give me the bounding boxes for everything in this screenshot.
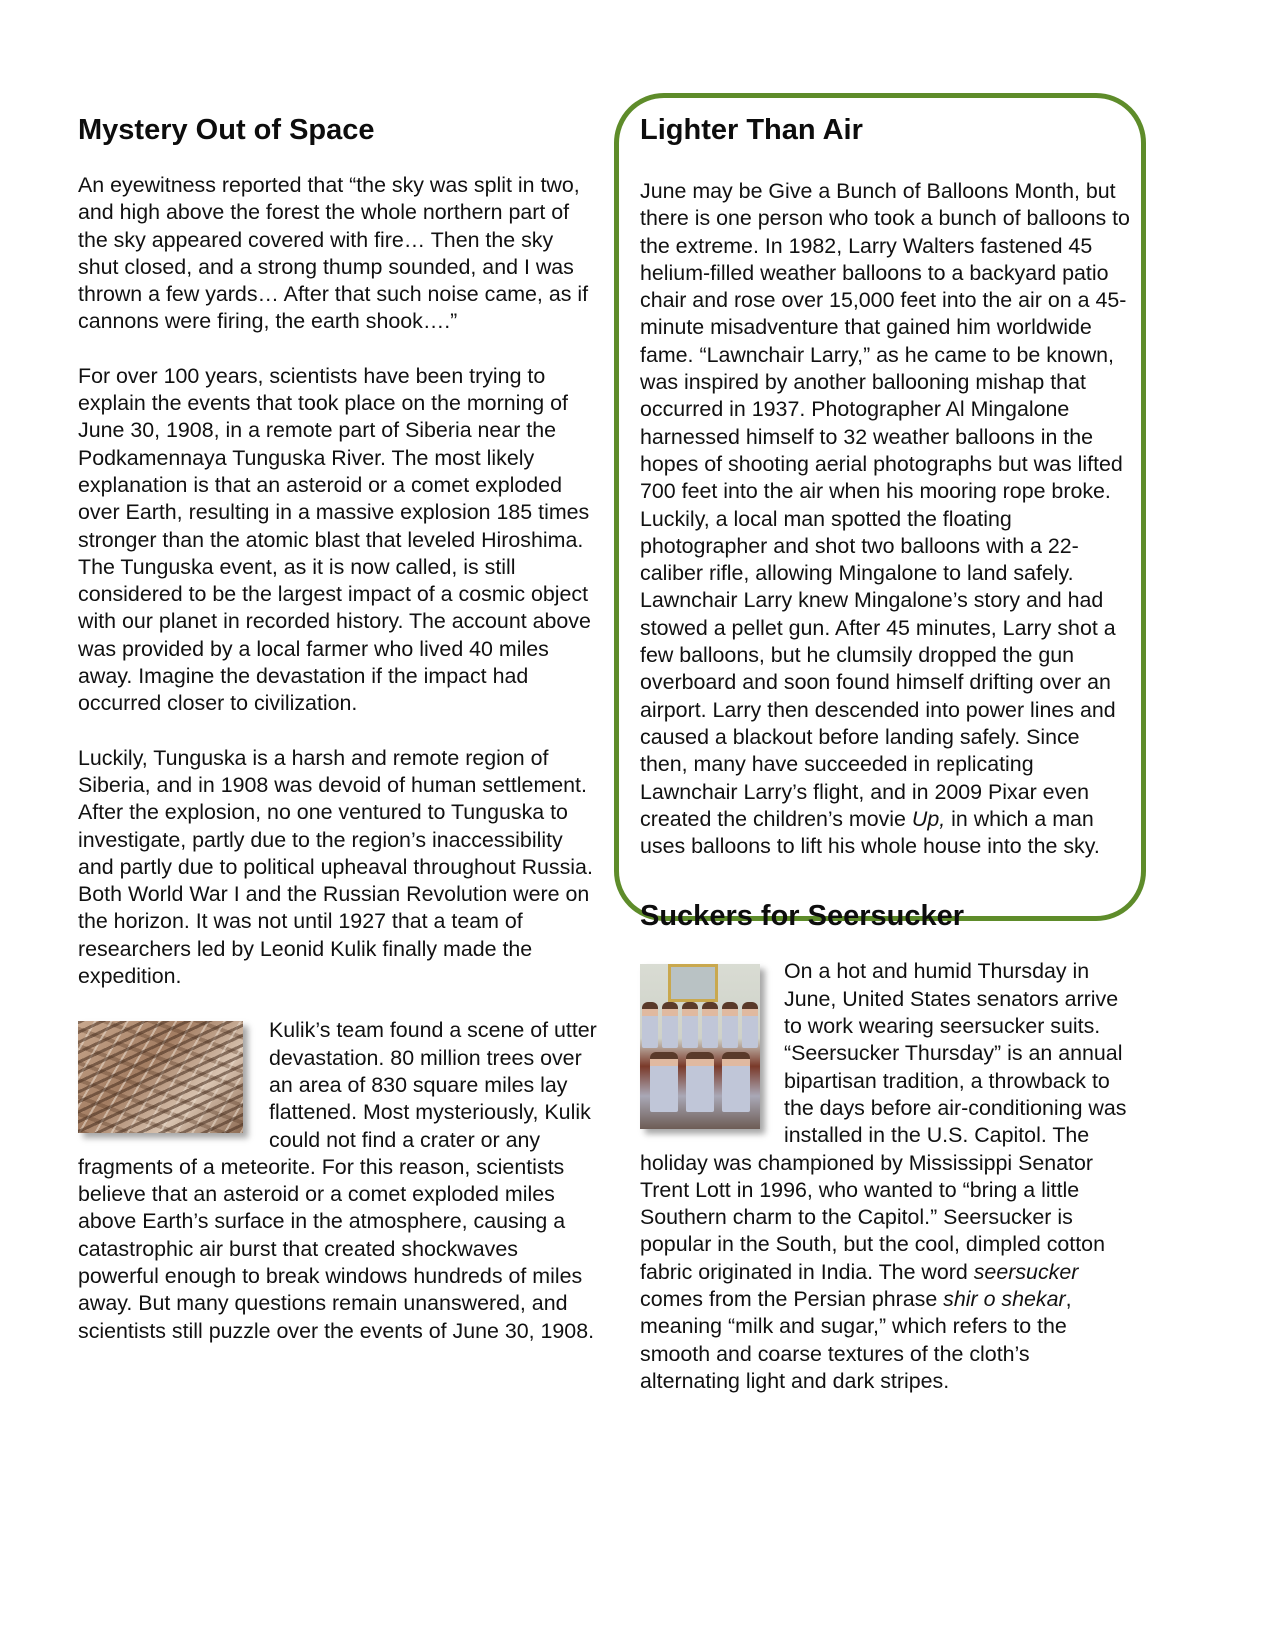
mystery-paragraph-3: Luckily, Tunguska is a harsh and remote region of Siberia, and in 1908 was devoid of human settlement. After the explosion, no one ventured to Tunguska to investigate, partly due to the region’s inaccessibility and partly due to political upheaval throughout Russia. Both World War I and the Russian Revolution were on the horizon. It was not until 1927 that a team of researchers led by Leonid Kulik finally made the expedition. (78, 745, 593, 989)
mystery-paragraph-4: Kulik’s team found a scene of utter devastation. 80 million trees over an area of 830 square miles lay flattened. Most mysteriously, Kulik could not find a crater or any fragments of a meteorite. For this reason, scientists believe that an asteroid or a comet exploded miles above Earth’s surface in the atmosphere, causing a catastrophic air burst that created shockwaves powerful enough to break windows hundreds of miles away. But many questions remain unanswered, and scientists still puzzle over the events of June 30, 1908. (78, 1018, 597, 1343)
right-column (640, 110, 1130, 1395)
mystery-paragraph-1: An eyewitness reported that “the sky was split in two, and high above the forest the whole northern part of the sky appeared covered with fire… Then the sky shut closed, and a strong thump sounded, and I was thrown a few yards… After that such noise came, as if cannons were firing, the earth shook….” (78, 173, 589, 334)
painting-frame (668, 964, 718, 1002)
seersucker-body: On a hot and humid Thursday in June, United States senators arrive to work wearing seersucker suits. “Seersucker Thursday” is an annual bipartisan tradition, a throwback to the days before air-conditioning was installed in the U.S. Capitol. The holiday was championed by Mississippi Senator Trent Lott in 1996, who wanted to “bring a little Southern charm to the Capitol.” Seersucker is popular in the South, but the cool, dimpled cotton fabric originated in India. The word seersucker comes from the Persian phrase shir o shekar, meaning “milk and sugar,” which refers to the smooth and coarse textures of the cloth’s alternating light and dark stripes. (640, 959, 1127, 1393)
left-column (78, 110, 598, 1345)
seersucker-section (640, 958, 1130, 1395)
lighter-than-air-body: June may be Give a Bunch of Balloons Month, but there is one person who took a bunch of balloons to the extreme. In 1982, Larry Walters fastened 45 helium-filled weather balloons to a backyard patio chair and rose over 15,000 feet into the air on a 45-minute misadventure that gained him worldwide fame. “Lawnchair Larry,” as he came to be known, was inspired by another ballooning mishap that occurred in 1937. Photographer Al Mingalone harnessed himself to 32 weather balloons in the hopes of shooting aerial photographs but was lifted 700 feet into the air when his mooring rope broke. Luckily, a local man spotted the floating photographer and shot two balloons with a 22-caliber rifle, allowing Mingalone to land safely. Lawnchair Larry knew Mingalone’s story and had stowed a pellet gun. After 45 minutes, Larry shot a few balloons, but he clumsily dropped the gun overboard and soon found himself drifting over an airport. Larry then descended into power lines and caused a blackout before landing safely. Since then, many have succeeded in replicating Lawnchair Larry’s flight, and in 2009 Pixar even created the children’s movie Up, in which a man uses balloons to lift his whole house into the sky. (640, 179, 1130, 859)
seersucker-title: Suckers for Seersucker (640, 900, 965, 933)
mystery-paragraph-2: For over 100 years, scientists have been trying to explain the events that took place on the morning of June 30, 1908, in a remote part of Siberia near the Podkamennaya Tunguska River. The most likely explanation is that an asteroid or a comet exploded over Earth, resulting in a massive explosion 185 times stronger than the atomic blast that leveled Hiroshima. The Tunguska event, as it is now called, is still considered to be the largest impact of a cosmic object with our planet in recorded history. The account above was provided by a local farmer who lived 40 miles away. Imagine the devastation if the impact had occurred closer to civilization. (78, 363, 591, 716)
mystery-title: Mystery Out of Space (78, 114, 375, 146)
senators-photo (640, 964, 760, 1129)
lighter-than-air-title: Lighter Than Air (640, 114, 863, 146)
tunguska-section (78, 1017, 598, 1345)
tunguska-trees-photo (78, 1021, 243, 1133)
